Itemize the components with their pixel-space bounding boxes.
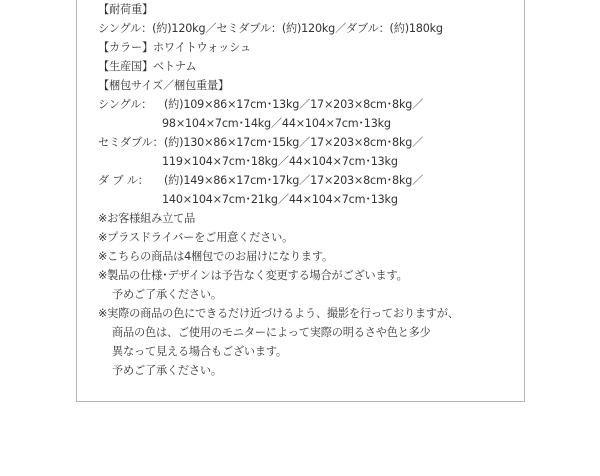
- color-line: 【カラー】ホワイトウォッシュ: [98, 41, 251, 54]
- package-heading: 【梱包サイズ／梱包重量】: [98, 79, 229, 92]
- package-single-label: シングル：: [98, 98, 153, 111]
- load-heading: 【耐荷重】: [98, 3, 153, 16]
- note-assembly: ※お客様組み立て品: [98, 212, 196, 225]
- note-color-2: 商品の色は、ご使用のモニターによって実際の明るさや色と多少: [112, 326, 431, 339]
- note-packages: ※こちらの商品は4梱包でのお届けになります。: [98, 250, 333, 263]
- note-color-3: 異なって見える場合もございます。: [112, 345, 287, 358]
- package-double-label: ダ ブ ル：: [98, 174, 149, 187]
- package-single-line2: 98×104×7cm･14kg／44×104×7cm･13kg: [162, 117, 391, 130]
- package-double-line2: 140×104×7cm･21kg／44×104×7cm･13kg: [162, 193, 398, 206]
- package-double-line1: [98, 174, 423, 188]
- package-semidouble-values-1: (約)130×86×17cm･15kg／17×203×8cm･8kg／: [164, 136, 424, 149]
- package-semidouble-label: セミダブル：: [98, 136, 164, 149]
- note-driver: ※プラスドライバーをご用意ください。: [98, 231, 294, 244]
- note-design-2: 予めご了承ください。: [112, 288, 222, 301]
- origin-line: 【生産国】ベトナム: [98, 60, 197, 73]
- package-semidouble-line1: [98, 136, 423, 150]
- package-single-values-1: (約)109×86×17cm･13kg／17×203×8cm･8kg／: [164, 98, 424, 111]
- package-semidouble-line2: 119×104×7cm･18kg／44×104×7cm･13kg: [162, 155, 398, 168]
- note-design-1: ※製品の仕様･デザインは予告なく変更する場合がございます。: [98, 269, 408, 282]
- note-color-4: 予めご了承ください。: [112, 364, 222, 377]
- package-double-values-1: (約)149×86×17cm･17kg／17×203×8cm･8kg／: [164, 174, 424, 187]
- load-values: シングル：(約)120kg／セミダブル：(約)120kg／ダブル：(約)180kg: [98, 22, 443, 35]
- note-color-1: ※実際の商品の色にできるだけ近づけるよう、撮影を行っておりますが、: [98, 307, 459, 320]
- package-single-line1: [98, 98, 423, 112]
